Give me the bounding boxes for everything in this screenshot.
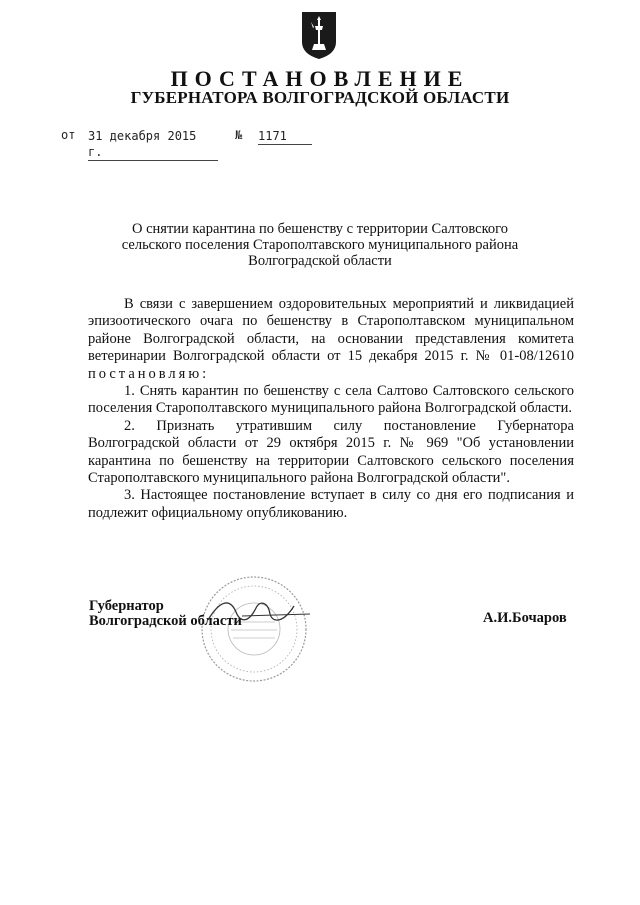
handwritten-signature: [190, 590, 330, 640]
document-title: ПОСТАНОВЛЕНИЕ: [170, 66, 470, 91]
document-number: 1171: [258, 128, 312, 145]
intro-paragraph: [88, 296, 574, 383]
paragraph-item-2: 2. Признать утратившим силу постановление Губернатора Волгоградской области от 29 октября 2015 г. № 969 "Об установлении карантина по бешенству на территории Салтовского сельского поселения Старополтавского муниципального района Волгоградской области".: [88, 417, 574, 487]
number-prefix: №: [235, 128, 243, 142]
intro-keyword: постановляю:: [88, 365, 210, 382]
document-date: 31 декабря 2015 г.: [88, 128, 218, 161]
document-body: [88, 296, 574, 522]
position-line-2: Волгоградской области: [89, 613, 242, 629]
paragraph-item-3: 3. Настоящее постановление вступает в силу со дня его подписания и подлежит официальному опубликованию.: [88, 487, 574, 521]
position-line-1: Губернатор: [89, 598, 164, 614]
signatory-name: А.И.Бочаров: [483, 610, 567, 626]
document-subtitle: ГУБЕРНАТОРА ВОЛГОГРАДСКОЙ ОБЛАСТИ: [130, 88, 510, 107]
intro-text: В связи с завершением оздоровительных мероприятий и ликвидацией эпизоотического очага по бешенству в Старополтавском муниципальном районе Волгоградской области, на основании представления комитета ветеринарии Волгоградской области от 15 декабря 2015 г. № 01-08/12610: [88, 296, 574, 365]
paragraph-item-1: 1. Снять карантин по бешенству с села Салтово Салтовского сельского поселения Старополтавского муниципального района Волгоградской области.: [88, 383, 574, 417]
date-prefix: от: [61, 128, 76, 142]
document-subject: О снятии карантина по бешенству с территории Салтовского сельского поселения Старополтавского муниципального района Волгоградской области: [121, 221, 519, 269]
coat-of-arms-icon: [300, 10, 338, 60]
